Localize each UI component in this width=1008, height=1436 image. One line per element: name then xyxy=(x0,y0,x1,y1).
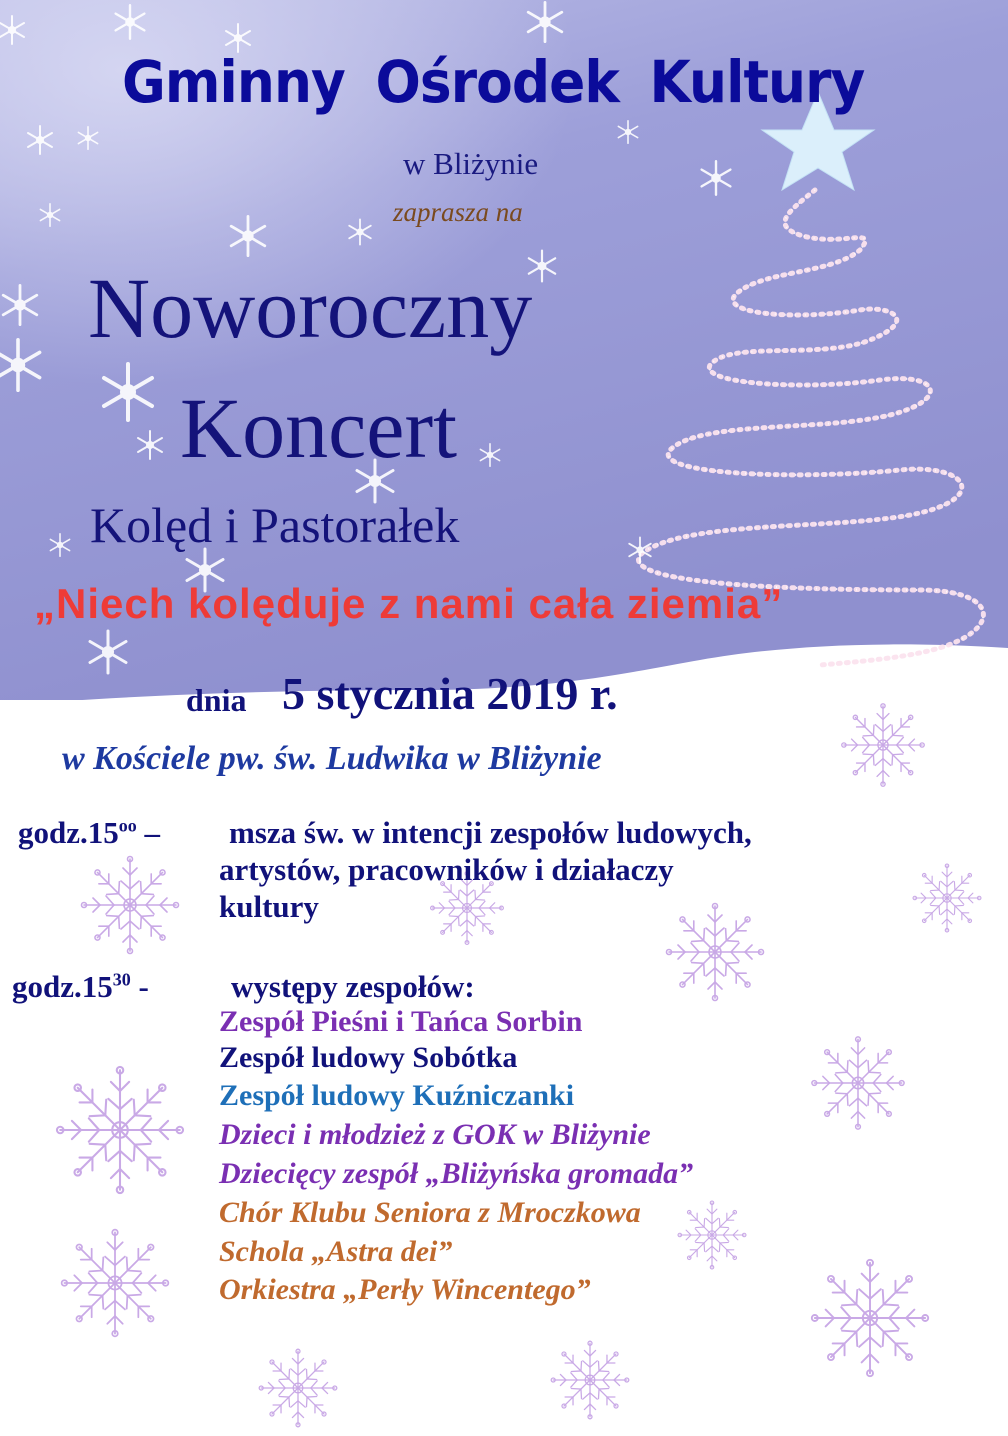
invites-text: zaprasza na xyxy=(393,197,523,227)
program-1-description-line: artystów, pracowników i działaczy xyxy=(219,852,674,887)
title-line-1: Noworoczny xyxy=(88,260,533,356)
venue: w Kościele pw. św. Ludwika w Bliżynie xyxy=(62,740,602,777)
performer-item: Dzieci i młodzież z GOK w Bliżynie xyxy=(219,1118,651,1151)
program-2-time: $godz.15^{30}$ - xyxy=(12,969,149,1004)
event-date: 5 stycznia 2019 r. xyxy=(282,668,618,719)
performer-item: Zespół Pieśni i Tańca Sorbin xyxy=(219,1005,583,1038)
performer-item: Zespół ludowy Kuźniczanki xyxy=(219,1079,575,1112)
performer-item: Zespół ludowy Sobótka xyxy=(219,1041,518,1074)
program-1-time: $godz.15^{oo}$ – xyxy=(18,815,160,850)
performer-item: Chór Klubu Seniora z Mroczkowa xyxy=(219,1196,641,1229)
motto: „Niech kolęduje z nami cała ziemia” xyxy=(34,580,784,627)
title-line-3: Kolęd i Pastorałek xyxy=(90,497,460,553)
date-prefix: dnia xyxy=(186,682,247,718)
title-line-2: Koncert xyxy=(180,380,457,476)
program-2-description: występy zespołów: xyxy=(231,969,475,1004)
organizer-name: Gminny Ośrodek Kultury xyxy=(121,48,865,116)
program-1-description-line: msza św. w intencji zespołów ludowych, xyxy=(229,815,752,850)
performer-item: Schola „Astra dei” xyxy=(219,1235,453,1268)
program-1-description-line: kultury xyxy=(219,889,319,924)
performer-item: Dziecięcy zespół „Bliżyńska gromada” xyxy=(219,1157,694,1190)
performer-item: Orkiestra „Perły Wincentego” xyxy=(219,1273,591,1306)
organizer-place: w Bliżynie xyxy=(403,146,539,181)
